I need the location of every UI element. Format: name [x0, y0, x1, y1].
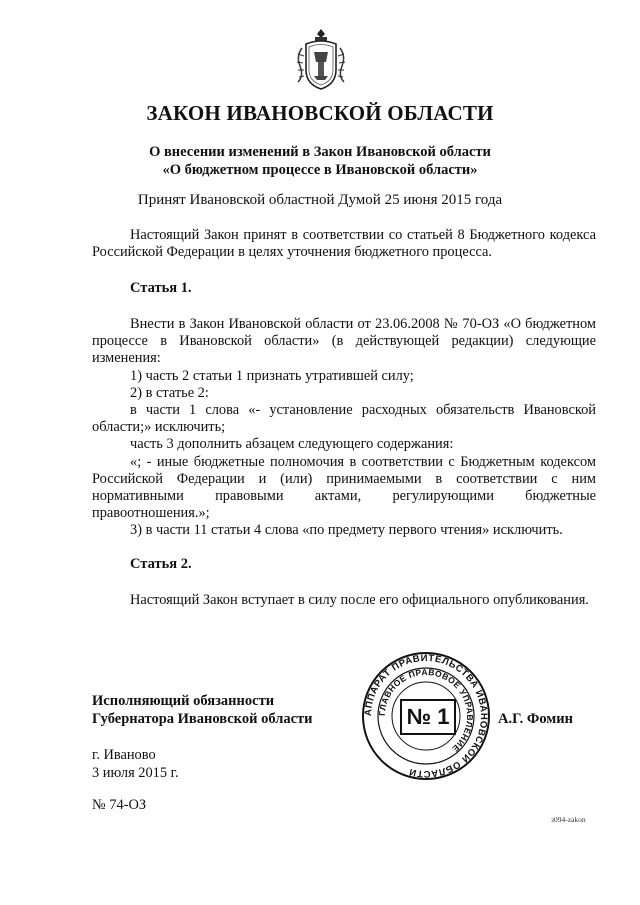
article-1-item-3: 3) в части 11 статьи 4 слова «по предмету первого чтения» исключить. — [130, 522, 563, 539]
subtitle-line-1: О внесении изменений в Закон Ивановской области — [149, 144, 491, 160]
signing-date: 3 июля 2015 г. — [92, 764, 179, 781]
article-1-item-2: 2) в статье 2: — [130, 384, 209, 401]
document-code: з094-zakon — [551, 815, 586, 824]
preamble-block — [92, 227, 596, 261]
article-1-heading: Статья 1. — [130, 280, 192, 296]
article-2-body — [92, 592, 596, 609]
preamble-text: Настоящий Закон принят в соответствии со статьей 8 Бюджетного кодекса Российской Федерации в целях уточнения бюджетного процесса. — [92, 227, 596, 261]
adoption-note: Принят Ивановской областной Думой 25 июня 2015 года — [137, 192, 503, 208]
document-subtitle — [0, 144, 640, 179]
signatory-position — [92, 693, 313, 728]
article-1-item-2c: «; - иные бюджетные полномочия в соответствии с Бюджетным кодексом Российской Федерации и (или) принимаемыми в соответствии с ним нормативными правовыми актами, регулирующими бюджетные правоотношения.»; — [92, 453, 596, 522]
signatory-position-line-2: Губернатора Ивановской области — [92, 710, 313, 727]
seal-outer-text: АППАРАТ ПРАВИТЕЛЬСТВА ИВАНОВСКОЙ ОБЛАСТИ — [362, 652, 490, 780]
place-and-date — [92, 747, 179, 782]
seal-number: № 1 — [400, 699, 456, 735]
signatory-position-line-1: Исполняющий обязанности — [92, 693, 275, 709]
signatory-name: А.Г. Фомин — [498, 711, 573, 727]
coat-of-arms-icon — [292, 26, 350, 92]
article-1-body — [92, 316, 596, 540]
city: г. Иваново — [92, 747, 156, 763]
subtitle-line-2: «О бюджетном процессе в Ивановской области» — [162, 161, 478, 178]
article-1-item-2b: часть 3 дополнить абзацем следующего содержания: — [130, 436, 454, 453]
law-number: № 74-ОЗ — [92, 797, 147, 813]
article-1-item-2a: в части 1 слова «- установление расходных обязательств Ивановской области;» исключить; — [92, 402, 596, 436]
document-title: ЗАКОН ИВАНОВСКОЙ ОБЛАСТИ — [146, 101, 494, 125]
article-1-item-1: 1) часть 2 статьи 1 признать утратившей силу; — [130, 367, 414, 384]
article-2-heading: Статья 2. — [130, 556, 192, 572]
article-2-text: Настоящий Закон вступает в силу после его официального опубликования. — [130, 592, 589, 608]
article-1-intro: Внести в Закон Ивановской области от 23.06.2008 № 70-ОЗ «О бюджетном процессе в Ивановской области» (в действующей редакции) следующие изменения: — [92, 316, 596, 367]
seal-inner-text: ГЛАВНОЕ ПРАВОВОЕ УПРАВЛЕНИЕ — [376, 666, 476, 755]
